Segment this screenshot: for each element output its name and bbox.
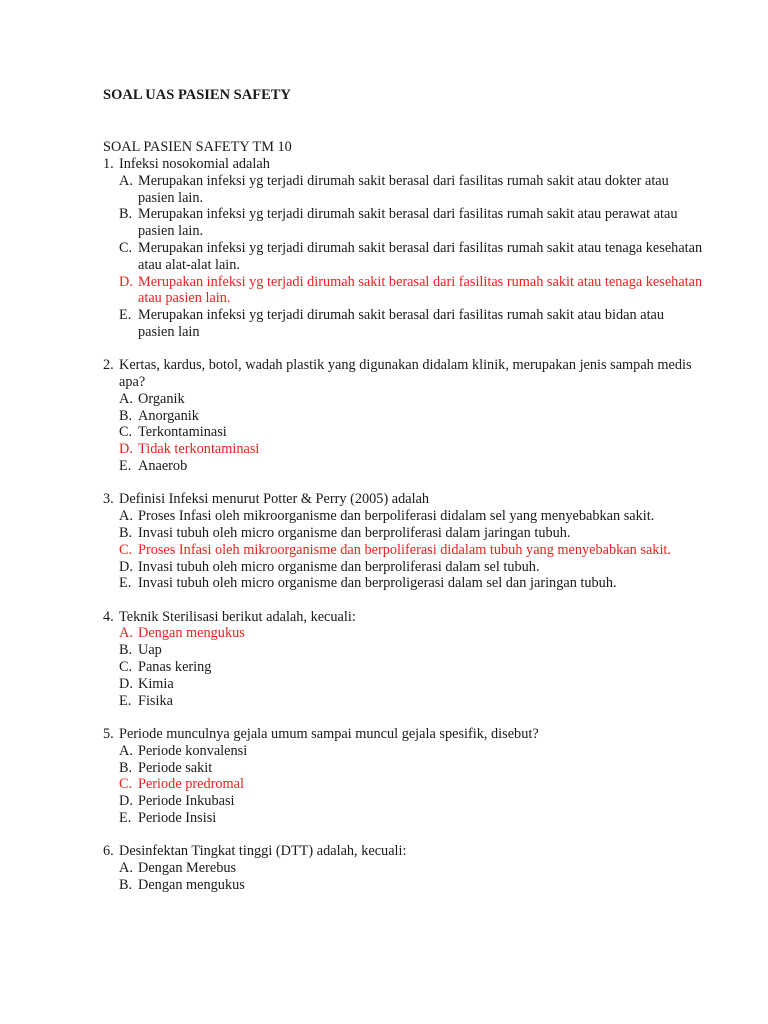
option-letter: D. (119, 441, 133, 458)
answer-options (103, 625, 703, 709)
option-text: Proses Infasi oleh mikroorganisme dan berpoliferasi didalam tubuh yang menyebabkan sakit. (138, 541, 671, 558)
answer-option (119, 810, 703, 827)
option-text: Merupakan infeksi yg terjadi dirumah sakit berasal dari fasilitas rumah sakit atau bidan atau pasien lain (138, 307, 665, 340)
option-letter: E. (119, 458, 132, 475)
question-number: 6. (103, 843, 114, 860)
answer-option (119, 391, 703, 408)
answer-option (119, 240, 703, 274)
option-letter: E. (119, 692, 132, 709)
option-letter: C. (119, 659, 133, 676)
question-text: Kertas, kardus, botol, wadah plastik yang digunakan didalam klinik, merupakan jenis sampah medis apa? (119, 357, 692, 391)
answer-option (119, 508, 703, 525)
answer-option (119, 307, 703, 341)
answer-option-correct (119, 441, 703, 458)
question-text: Periode munculnya gejala umum sampai muncul gejala spesifik, disebut? (119, 725, 539, 742)
option-text: Anaerob (138, 458, 188, 475)
answer-option (119, 743, 703, 760)
question-number: 1. (103, 156, 114, 172)
question-text: Desinfektan Tingkat tinggi (DTT) adalah, kecuali: (119, 843, 407, 860)
option-text: Dengan mengukus (138, 625, 245, 642)
option-text: Fisika (138, 692, 173, 709)
option-text: Kimia (138, 675, 174, 692)
question-line (103, 609, 703, 626)
option-letter: B. (119, 407, 133, 424)
answer-option (119, 877, 703, 894)
option-letter: E. (119, 809, 132, 826)
answer-option (119, 760, 703, 777)
option-letter: D. (119, 273, 133, 290)
option-text: Periode predromal (138, 776, 244, 793)
option-letter: E. (119, 307, 132, 324)
answer-option (119, 676, 703, 693)
question-number: 2. (103, 357, 114, 374)
question-text: Teknik Sterilisasi berikut adalah, kecuali: (119, 608, 356, 625)
option-letter: C. (119, 776, 133, 793)
question-line (103, 843, 703, 860)
answer-option (119, 525, 703, 542)
document-subtitle: SOAL PASIEN SAFETY TM 10 (103, 139, 292, 155)
option-text: Invasi tubuh oleh micro organisme dan berproliferasi dalam sel tubuh. (138, 558, 540, 575)
option-letter: A. (119, 742, 133, 759)
question-item (103, 843, 703, 893)
question-number: 3. (103, 491, 114, 508)
option-text: Invasi tubuh oleh micro organisme dan berproligerasi dalam sel dan jaringan tubuh. (138, 575, 617, 592)
option-letter: A. (119, 172, 133, 189)
answer-option (119, 559, 703, 576)
answer-option (119, 408, 703, 425)
answer-options (103, 860, 703, 894)
document-title: SOAL UAS PASIEN SAFETY (103, 87, 291, 103)
option-letter: E. (119, 575, 132, 592)
option-text: Proses Infasi oleh mikroorganisme dan berpoliferasi didalam sel yang menyebabkan sakit. (138, 508, 655, 525)
option-text: Periode konvalensi (138, 742, 248, 759)
option-text: Terkontaminasi (138, 424, 227, 441)
question-item (103, 357, 703, 475)
question-item (103, 609, 703, 710)
answer-options (103, 173, 703, 341)
option-text: Periode sakit (138, 759, 213, 776)
question-item (103, 156, 703, 341)
option-text: Dengan Merebus (138, 859, 237, 876)
option-text: Uap (138, 642, 162, 659)
answer-options (103, 391, 703, 475)
option-letter: D. (119, 793, 133, 810)
option-letter: A. (119, 390, 133, 407)
question-list (103, 156, 703, 910)
question-number: 4. (103, 608, 114, 625)
question-number: 5. (103, 725, 114, 742)
question-line (103, 156, 703, 173)
option-text: Merupakan infeksi yg terjadi dirumah sakit berasal dari fasilitas rumah sakit atau tenaga kesehatan atau alat-alat lain. (138, 239, 703, 273)
answer-option (119, 659, 703, 676)
answer-option (119, 642, 703, 659)
answer-options (103, 743, 703, 827)
option-letter: B. (119, 642, 133, 659)
answer-option (119, 458, 703, 475)
option-letter: B. (119, 206, 133, 223)
option-text: Periode Insisi (138, 809, 217, 826)
answer-option (119, 575, 703, 592)
answer-option-correct (119, 776, 703, 793)
answer-option (119, 424, 703, 441)
option-letter: B. (119, 876, 133, 893)
option-text: Merupakan infeksi yg terjadi dirumah sakit berasal dari fasilitas rumah sakit atau perawat atau pasien lain. (138, 206, 678, 240)
option-letter: C. (119, 239, 133, 256)
question-text: Infeksi nosokomial adalah (119, 156, 270, 172)
answer-option (119, 860, 703, 877)
question-line (103, 491, 703, 508)
option-letter: A. (119, 859, 133, 876)
question-item (103, 491, 703, 592)
question-line (103, 726, 703, 743)
option-text: Merupakan infeksi yg terjadi dirumah sakit berasal dari fasilitas rumah sakit atau dokter atau pasien lain. (138, 172, 669, 206)
option-text: Anorganik (138, 407, 199, 424)
option-text: Panas kering (138, 659, 212, 676)
option-letter: C. (119, 541, 133, 558)
answer-options (103, 508, 703, 592)
answer-option-correct (119, 625, 703, 642)
option-text: Merupakan infeksi yg terjadi dirumah sakit berasal dari fasilitas rumah sakit atau tenaga kesehatan atau pasien lain. (138, 273, 703, 307)
answer-option (119, 206, 703, 240)
answer-option-correct (119, 274, 703, 308)
option-text: Organik (138, 390, 185, 407)
answer-option (119, 173, 703, 207)
option-letter: D. (119, 675, 133, 692)
answer-option-correct (119, 542, 703, 559)
question-text: Definisi Infeksi menurut Potter & Perry (2005) adalah (119, 491, 430, 508)
option-letter: A. (119, 625, 133, 642)
option-letter: D. (119, 558, 133, 575)
option-letter: B. (119, 524, 133, 541)
option-text: Dengan mengukus (138, 876, 245, 893)
answer-option (119, 693, 703, 710)
answer-option (119, 793, 703, 810)
question-item (103, 726, 703, 827)
option-text: Tidak terkontaminasi (138, 441, 260, 458)
question-line (103, 357, 703, 391)
option-text: Periode Inkubasi (138, 793, 235, 810)
option-letter: A. (119, 508, 133, 525)
option-letter: C. (119, 424, 133, 441)
option-letter: B. (119, 759, 133, 776)
option-text: Invasi tubuh oleh micro organisme dan berproliferasi dalam jaringan tubuh. (138, 524, 571, 541)
